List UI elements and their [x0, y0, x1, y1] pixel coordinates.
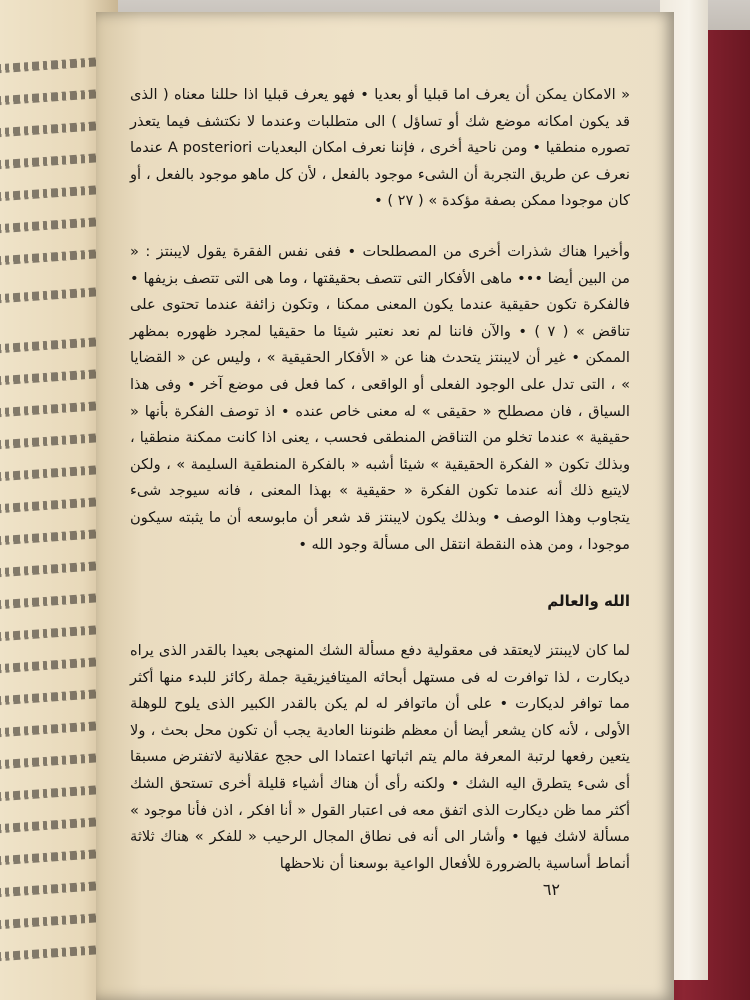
quote-paragraph: « الامكان يمكن أن يعرف اما قبليا أو بعديا • فهو يعرف قبليا اذا حللنا معناه ( الذى قد يكون امكانه موضع شك أو تساؤل ) الى متطلبات وعندما لا نكتشف فيما يتعذر تصوره منطقيا • ومن ناحية أخرى ، فإننا نعرف امكان البعديات A posteriori عندما نعرف عن طريق التجربة أن الشىء موجود بالفعل ، لأن كل ماهو موجود بالفعل ، أو كان موجودا ممكن بصفة مؤكدة » ( ٢٧ ) •: [130, 86, 630, 210]
heading-spacer: [130, 558, 630, 588]
section-heading: الله والعالم: [547, 592, 630, 611]
body-paragraph: وأخيرا هناك شذرات أخرى من المصطلحات • ففى نفس الفقرة يقول لايبنتز : « من البين أيضا ••• ماهى الأفكار التى تتصف بحقيقتها ، وما هى التى تتصف بزيفها • فالفكرة تكون حقيقية عندما يكون المعنى ممكنا ، وتكون زائفة عندما تحتوى على تناقض » ( ٧ ) • والآن فاننا لم نعد نعتبر شيئا ما حقيقيا لمجرد ظهوره بمظهر الممكن • غير أن لايبنتز يتحدث هنا عن « الأفكار الحقيقية » ، وليس عن « القضايا » ، التى تدل على الوجود الفعلى أو الواقعى ، كما فعل فى موضع آخر • وفى هذا السياق ، فان مصطلح « حقيقى » له معنى خاص عنده • اذ توصف الفكرة بأنها « حقيقية » عندما تخلو من التناقض المنطقى فحسب ، يعنى اذا كانت ممكنة منطقيا ، وبذلك تكون « الفكرة الحقيقية » شيئا أشبه « بالفكرة المنطقية السليمة » ، ولكن لايتبع ذلك أنه عندما تكون الفكرة « حقيقية » بهذا المعنى ، فانه سيوجد شىء يتجاوب وهذا الوصف • وبذلك يكون لايبنتز قد شعر أن مابوسعه أن ما يثبته سيكون موجودا ، ومن هذه النقطة انتقل الى مسألة وجود الله •: [130, 242, 630, 553]
paragraph-spacer: [130, 215, 630, 239]
page-body: [130, 82, 630, 877]
body-paragraph: لما كان لايبنتز لايعتقد فى معقولية دفع مسألة الشك المنهجى بعيدا بالقدر الذى يراه ديكارت ، لذا توافرت له فى مستهل أبحاثه الميتافيزيقية جملة ركائز للبدء منها أكثر مما توافر لديكارت • على أن ماتوافر له لم يكن بالقدر الكبير الذى يلوح للوهلة الأولى ، لأنه كان يشعر أيضا أن معظم ظنوننا العادية يجب أن تكون محل بحث ، ولا يتعين رفعها لرتبة المعرفة مالم يتم اثباتها اعتمادا الى حجج عقلانية لاتفترض مسبقا أى شىء يتطرق اليه الشك • ولكنه رأى أن هناك أشياء قليلة أخرى تستحق الشك أكثر مما ظن ديكارت الذى اتفق معه فى اعتبار القول « أنا افكر ، اذن فأنا موجود » مسألة لاشك فيها • وأشار الى أنه فى نطاق المجال الرحيب « للفكر » هناك ثلاثة أنماط أساسية بالضرورة للأفعال الواعية بوسعنا أن نلاحظها: [130, 642, 630, 872]
page-number: ٦٢: [542, 880, 560, 899]
paragraph-spacer: [130, 614, 630, 638]
